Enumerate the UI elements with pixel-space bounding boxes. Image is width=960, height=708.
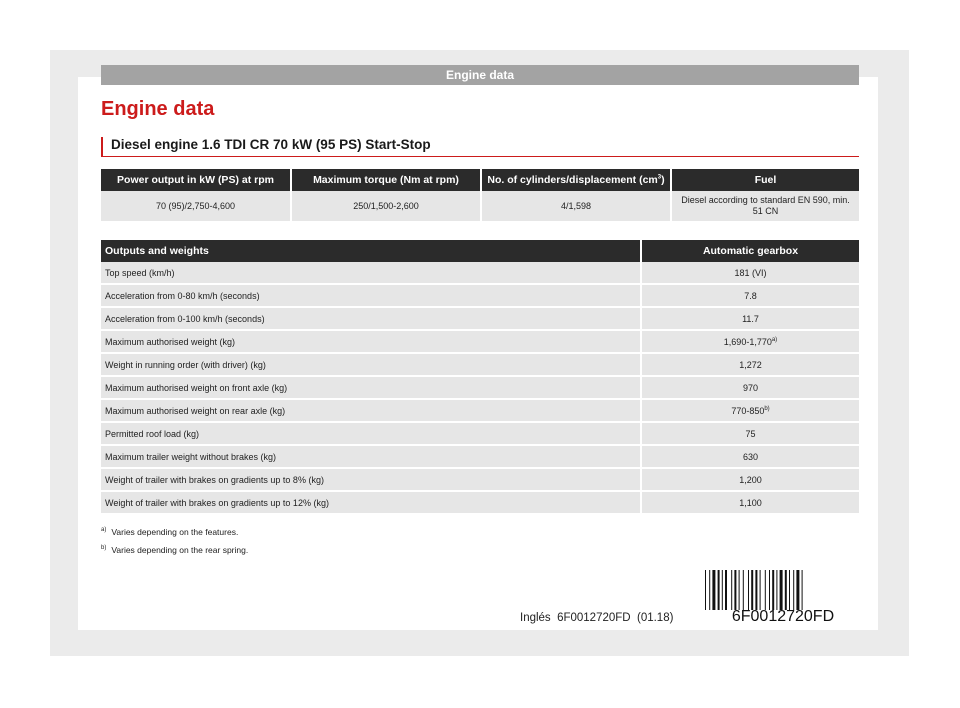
barcode-bar [802, 570, 803, 610]
engine-subtitle: Diesel engine 1.6 TDI CR 70 kW (95 PS) Start-Stop [111, 137, 431, 152]
header-fuel: Fuel [671, 169, 859, 191]
barcode-bar [734, 570, 736, 610]
footnote-b [101, 540, 248, 558]
row-value-text: 1,200 [739, 474, 762, 485]
row-value-text: 11.7 [742, 313, 759, 324]
row-value-text: 7.8 [744, 290, 757, 301]
table-row [101, 468, 859, 491]
barcode-bar [765, 570, 766, 610]
table-row [101, 284, 859, 307]
barcode-bar [776, 570, 777, 610]
header-cylinders-close: ) [661, 174, 665, 186]
row-value-text: 1,690-1,770 [723, 336, 772, 347]
document-code: Inglés 6F0012720FD (01.18) [520, 612, 674, 624]
footnote-a [101, 522, 248, 540]
row-label: Acceleration from 0-100 km/h (seconds) [101, 307, 641, 330]
row-value-text: 181 (VI) [734, 267, 767, 278]
header-torque: Maximum torque (Nm at rpm) [291, 169, 481, 191]
row-label: Maximum authorised weight (kg) [101, 330, 641, 353]
header-outputs-weights: Outputs and weights [101, 240, 641, 262]
header-cylinders [481, 169, 671, 191]
footnote-mark: a) [101, 527, 107, 533]
row-label: Weight of trailer with brakes on gradients up to 12% (kg) [101, 491, 641, 514]
row-label: Weight in running order (with driver) (kg) [101, 353, 641, 376]
footnotes [101, 522, 248, 558]
footnote-ref: b) [764, 405, 770, 412]
row-value [641, 491, 859, 514]
table-row [101, 376, 859, 399]
row-value [641, 445, 859, 468]
row-value [641, 468, 859, 491]
barcode-bar [743, 570, 744, 610]
footnote-ref: a) [771, 336, 778, 343]
torque-value: 250/1,500-2,600 [291, 191, 481, 222]
row-value [641, 422, 859, 445]
table-row [101, 422, 859, 445]
fuel-value: Diesel according to standard EN 590, min. 51 CN [671, 191, 859, 222]
row-label: Top speed (km/h) [101, 262, 641, 284]
barcode-bar [780, 570, 783, 610]
row-value [641, 330, 859, 353]
engine-specs-table [101, 169, 859, 223]
barcode-bar [793, 570, 794, 610]
footnote-text: Varies depending on the rear spring. [111, 544, 249, 555]
header-power: Power output in kW (PS) at rpm [101, 169, 291, 191]
header-cylinders-sup: 3 [657, 174, 662, 181]
barcode-text: 6F0012720FD [731, 608, 835, 625]
table-header-row [101, 240, 859, 262]
row-value [641, 284, 859, 307]
weights-table [101, 240, 859, 515]
barcode-bar [709, 570, 710, 610]
barcode-bar [705, 570, 706, 610]
row-label: Permitted roof load (kg) [101, 422, 641, 445]
row-value-text: 75 [745, 428, 756, 439]
table-row [101, 262, 859, 284]
barcode-bar [725, 570, 727, 610]
row-value-text: 1,272 [739, 359, 762, 370]
row-value [641, 307, 859, 330]
page-title: Engine data [101, 98, 215, 120]
barcode-bar [748, 570, 749, 610]
section-header-bar: Engine data [101, 65, 859, 85]
barcode-bar [772, 570, 774, 610]
row-label: Maximum trailer weight without brakes (kg) [101, 445, 641, 468]
barcode-bar [796, 570, 799, 610]
barcode-bar [751, 570, 753, 610]
barcode-bar [722, 570, 723, 610]
table-header-row [101, 169, 859, 191]
header-automatic-gearbox: Automatic gearbox [641, 240, 859, 262]
row-value [641, 376, 859, 399]
barcode-bar [755, 570, 757, 610]
barcode-bar [769, 570, 770, 610]
row-value [641, 262, 859, 284]
table-row [101, 191, 859, 222]
cylinders-value: 4/1,598 [481, 191, 671, 222]
barcode-bar [760, 570, 761, 610]
row-value-text: 770-850 [731, 405, 765, 416]
table-row [101, 399, 859, 422]
row-label: Maximum authorised weight on front axle (kg) [101, 376, 641, 399]
barcode-bar [731, 570, 732, 610]
power-value: 70 (95)/2,750-4,600 [101, 191, 291, 222]
table-row [101, 330, 859, 353]
footnote-mark: b) [101, 544, 107, 551]
table-row [101, 445, 859, 468]
barcode-bar [789, 570, 790, 610]
barcode-bar [785, 570, 787, 610]
row-value [641, 353, 859, 376]
row-value-text: 1,100 [739, 497, 762, 508]
table-row [101, 307, 859, 330]
barcode-bar [712, 570, 715, 610]
row-label: Acceleration from 0-80 km/h (seconds) [101, 284, 641, 307]
row-label: Weight of trailer with brakes on gradients up to 8% (kg) [101, 468, 641, 491]
row-label: Maximum authorised weight on rear axle (kg) [101, 399, 641, 422]
table-row [101, 491, 859, 514]
header-cylinders-label: No. of cylinders/displacement (cm [487, 174, 658, 186]
barcode-icon [705, 570, 859, 610]
subtitle-bar [101, 137, 859, 157]
barcode-bar [739, 570, 740, 610]
footnote-text: Varies depending on the features. [111, 526, 239, 537]
table-row [101, 353, 859, 376]
row-value-text: 970 [742, 382, 759, 393]
row-value-text: 630 [742, 451, 759, 462]
barcode-bar [718, 570, 720, 610]
row-value [641, 399, 859, 422]
